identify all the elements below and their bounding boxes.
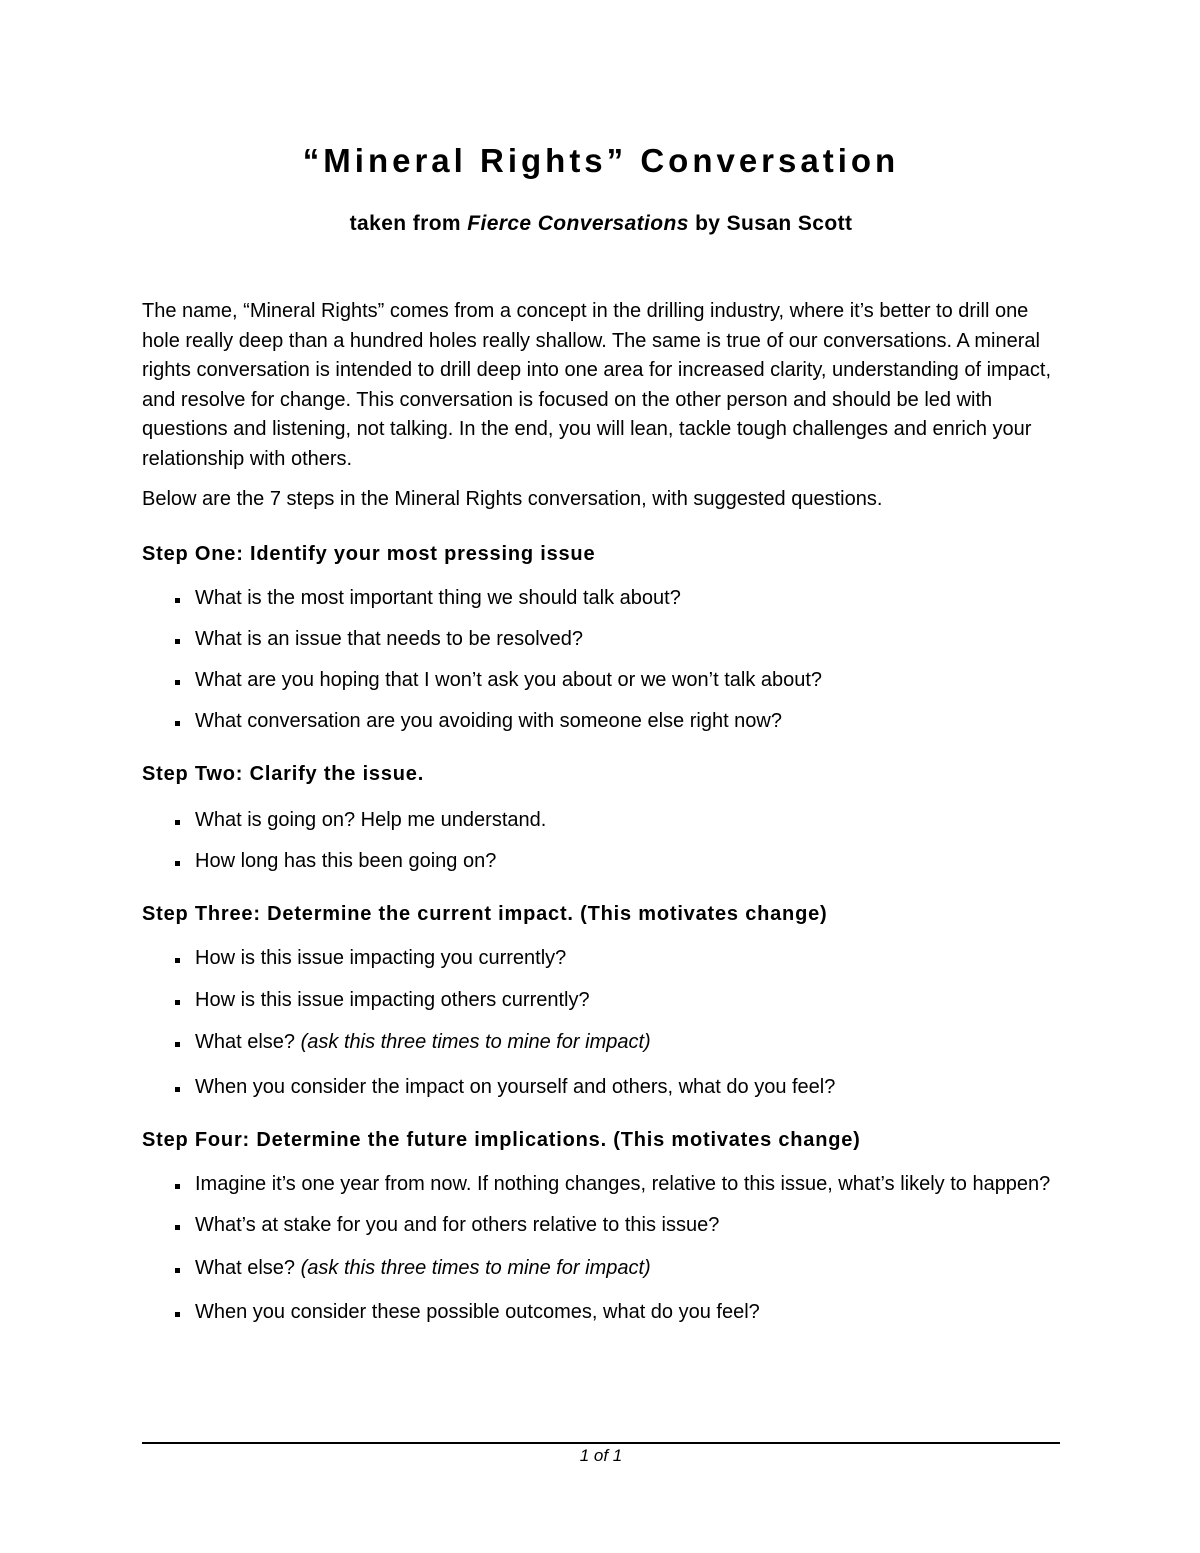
list-item-text: Imagine it’s one year from now. If nothing changes, relative to this issue, what’s likely to happen? <box>195 1173 1051 1195</box>
list-item <box>142 666 1060 695</box>
list-item-text: What is going on? Help me understand. <box>195 809 547 831</box>
bullet-icon <box>175 1042 180 1047</box>
bullet-icon <box>175 639 180 644</box>
step-four-list <box>142 1170 1060 1327</box>
list-item <box>142 1254 1060 1283</box>
list-item-note: (ask this three times to mine for impact) <box>300 1031 651 1053</box>
footer-divider <box>142 1442 1060 1444</box>
list-item-text: What is the most important thing we should talk about? <box>195 587 681 609</box>
list-item <box>142 584 1060 613</box>
bullet-icon <box>175 721 180 726</box>
bullet-icon <box>175 680 180 685</box>
subtitle-prefix: taken from <box>349 212 468 235</box>
bullet-icon <box>175 820 180 825</box>
step-three-list <box>142 944 1060 1102</box>
list-item-text: How is this issue impacting others currently? <box>195 989 590 1011</box>
document-page <box>142 0 1060 1553</box>
step-two-list <box>142 806 1060 876</box>
steps-intro-paragraph: Below are the 7 steps in the Mineral Rights conversation, with suggested questions. <box>142 488 883 510</box>
document-subtitle <box>142 212 1060 236</box>
list-item-text: When you consider these possible outcomes, what do you feel? <box>195 1301 760 1323</box>
list-item-text: What else? <box>195 1031 301 1053</box>
list-item-text: What conversation are you avoiding with someone else right now? <box>195 710 782 732</box>
step-two-heading: Step Two: Clarify the issue. <box>142 763 425 785</box>
bullet-icon <box>175 1000 180 1005</box>
list-item-text: What else? <box>195 1257 301 1279</box>
list-item <box>142 847 1060 876</box>
subtitle-book-title: Fierce Conversations <box>467 212 689 235</box>
list-item-text: What are you hoping that I won’t ask you about or we won’t talk about? <box>195 669 823 691</box>
bullet-icon <box>175 958 180 963</box>
bullet-icon <box>175 1184 180 1189</box>
bullet-icon <box>175 1225 180 1230</box>
list-item-text: How is this issue impacting you currently? <box>195 947 567 969</box>
list-item-text: What’s at stake for you and for others relative to this issue? <box>195 1214 720 1236</box>
bullet-icon <box>175 598 180 603</box>
page-number: 1 of 1 <box>579 1446 623 1465</box>
list-item-text: What is an issue that needs to be resolved? <box>195 628 584 650</box>
list-item <box>142 1028 1060 1057</box>
subtitle-author: by Susan Scott <box>688 212 853 235</box>
bullet-icon <box>175 1312 180 1317</box>
list-item <box>142 707 1060 736</box>
list-item <box>142 986 1060 1015</box>
list-item-text: How long has this been going on? <box>195 850 497 872</box>
list-item <box>142 1211 1060 1240</box>
list-item <box>142 1170 1060 1199</box>
document-title: “Mineral Rights” Conversation <box>302 142 900 179</box>
step-one-heading: Step One: Identify your most pressing issue <box>142 543 596 565</box>
list-item <box>142 1073 1060 1102</box>
list-item-note: (ask this three times to mine for impact) <box>300 1257 651 1279</box>
step-one-list <box>142 584 1060 736</box>
bullet-icon <box>175 1268 180 1273</box>
list-item-text: When you consider the impact on yourself and others, what do you feel? <box>195 1076 836 1098</box>
step-four-heading: Step Four: Determine the future implications. (This motivates change) <box>142 1129 861 1151</box>
step-three-heading: Step Three: Determine the current impact. (This motivates change) <box>142 903 828 925</box>
list-item <box>142 1298 1060 1327</box>
list-item <box>142 625 1060 654</box>
bullet-icon <box>175 861 180 866</box>
list-item <box>142 806 1060 835</box>
list-item <box>142 944 1060 973</box>
bullet-icon <box>175 1087 180 1092</box>
intro-paragraph: The name, “Mineral Rights” comes from a concept in the drilling industry, where it’s better to drill one hole really deep than a hundred holes really shallow. The same is true of our conversations. A mineral rights conversation is intended to drill deep into one area for increased clarity, understanding of impact, and resolve for change. This conversation is focused on the other person and should be led with questions and listening, not talking. In the end, you will lean, tackle tough challenges and enrich your relationship with others. <box>142 300 1052 470</box>
